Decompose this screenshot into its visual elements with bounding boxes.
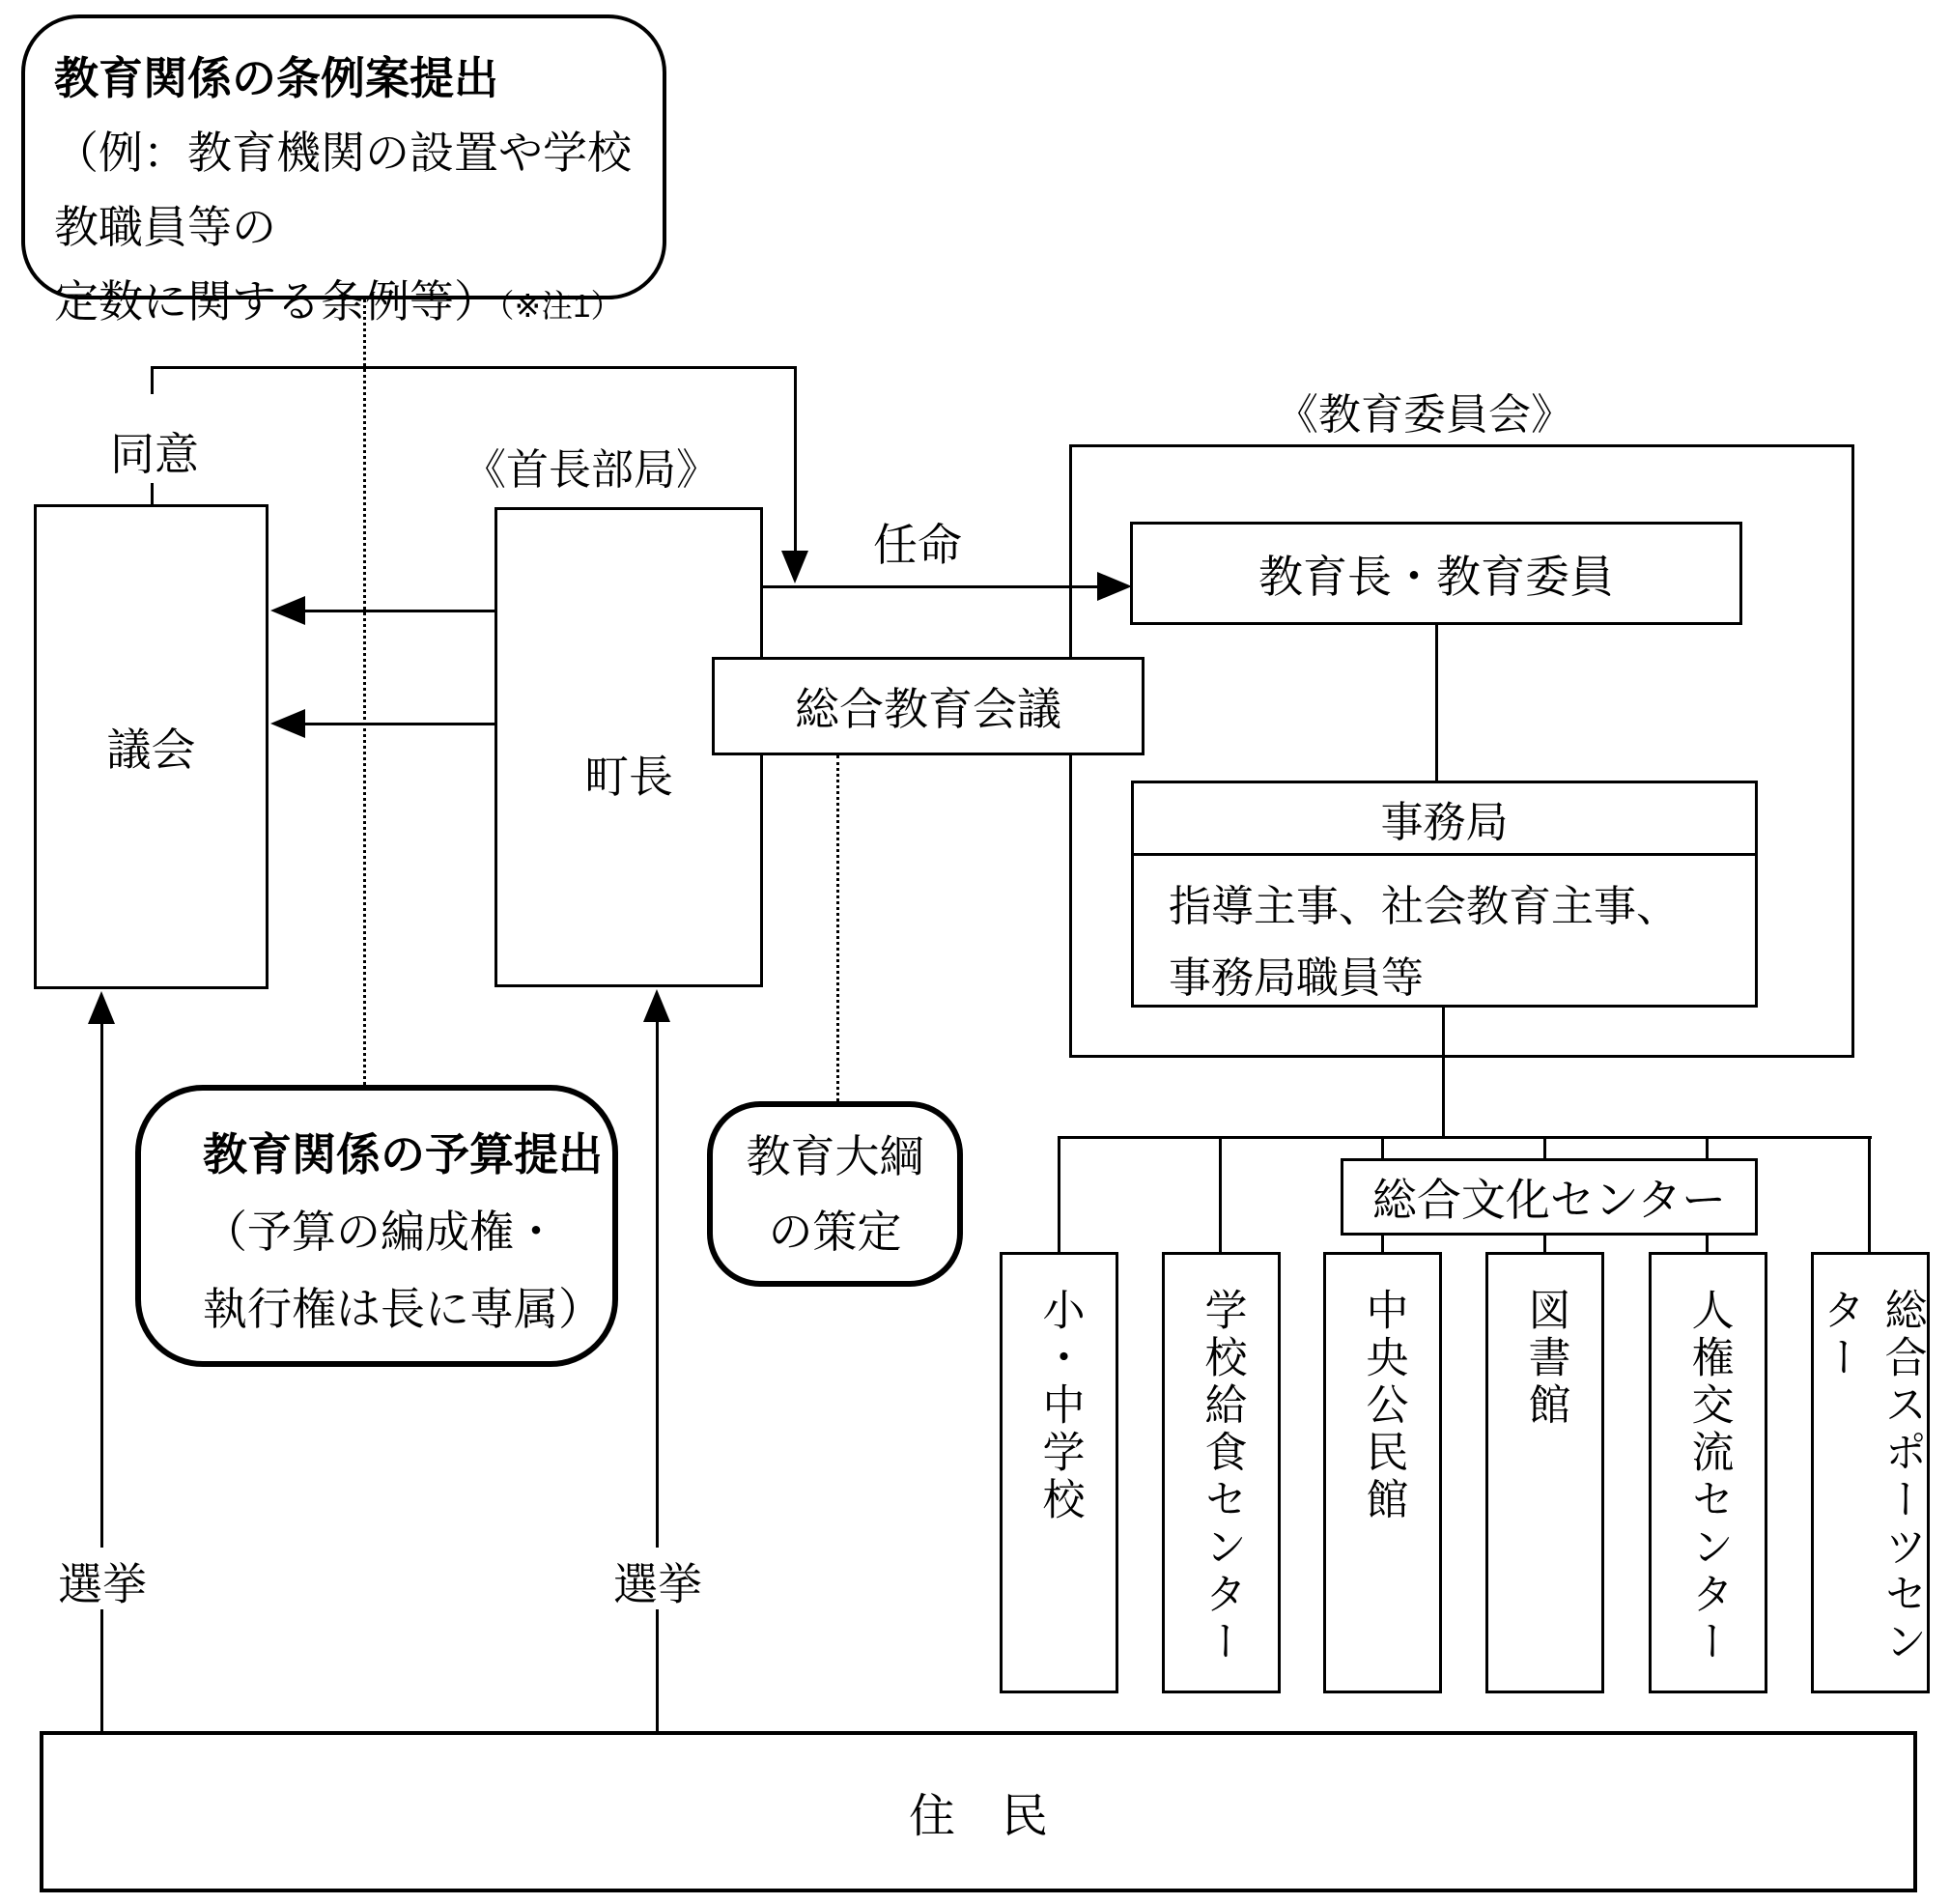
election-left-line-upper <box>100 1020 103 1548</box>
election-right-line-upper <box>656 1018 659 1548</box>
election-right-arrowhead-icon <box>643 989 670 1022</box>
facility-central-community-hall: 中央公民館 <box>1323 1252 1442 1693</box>
education-outline-note <box>707 1101 963 1287</box>
chief-bureau-heading: 《首長部局》 <box>464 446 719 494</box>
secretariat-line2: 事務局職員等 <box>1169 954 1424 1002</box>
outline-note-line1: 教育大綱 <box>746 1131 924 1181</box>
ordinance-note-line2: （例：教育機関の設置や学校教職員等の <box>54 128 632 252</box>
facility-human-rights-center: 人権交流センター <box>1649 1252 1767 1693</box>
facility-school-lunch-center: 学校給食センター <box>1162 1252 1281 1693</box>
consent-branch-tick-lower <box>151 483 154 506</box>
outline-note-line2: の策定 <box>768 1207 902 1257</box>
rail-drop-4-lower <box>1543 1233 1546 1254</box>
election-right-line-lower <box>656 1609 659 1731</box>
mayor-to-assembly-arrowhead-1-icon <box>270 596 305 625</box>
facility-sports-center: 総合スポーツセンター <box>1811 1252 1930 1693</box>
secretariat-members <box>1134 856 1755 1014</box>
ordinance-note-line3: 定数に関する条例等）（※注1） <box>54 276 623 327</box>
rail-drop-6 <box>1868 1136 1871 1254</box>
mayor-to-assembly-line-2 <box>301 723 495 725</box>
appointment-arrowhead-icon <box>1097 572 1132 601</box>
consent-branch-tick-upper <box>151 366 154 394</box>
mayor-to-assembly-line-1 <box>301 610 495 612</box>
secretariat-box <box>1131 781 1758 1008</box>
education-council-box: 総合教育会議 <box>712 657 1145 755</box>
superintendent-box: 教育長・教育委員 <box>1130 522 1742 625</box>
appointment-label: 任命 <box>873 520 962 570</box>
election-left-arrowhead-icon <box>88 991 115 1024</box>
mayor-to-assembly-arrowhead-2-icon <box>270 709 305 738</box>
rail-drop-5-lower <box>1706 1233 1709 1254</box>
budget-note-line3: 執行権は長に専属） <box>203 1284 603 1334</box>
rail-drop-2 <box>1219 1136 1222 1254</box>
budget-note-line2: （予算の編成権・ <box>203 1207 558 1257</box>
consent-branch-line <box>151 366 797 369</box>
budget-note-line1: 教育関係の予算提出 <box>203 1129 603 1179</box>
mayor-box: 町長 <box>495 507 763 987</box>
election-right-label: 選挙 <box>613 1559 702 1609</box>
consent-drop-arrowhead-icon <box>781 551 808 583</box>
residents-box: 住 民 <box>40 1731 1917 1892</box>
ordinance-dotted-connector <box>363 299 366 1085</box>
election-left-label: 選挙 <box>58 1559 147 1609</box>
assembly-box: 議会 <box>34 504 268 989</box>
secretariat-title: 事務局 <box>1134 783 1755 856</box>
council-outline-dotted-connector <box>836 755 839 1101</box>
appointment-arrow-line <box>763 585 1101 588</box>
secretariat-line1: 指導主事、社会教育主事、 <box>1169 883 1679 930</box>
election-left-line-lower <box>100 1609 103 1731</box>
rail-drop-3-lower <box>1381 1233 1384 1254</box>
facilities-rail <box>1059 1136 1872 1139</box>
rail-drop-1 <box>1058 1136 1060 1254</box>
consent-drop-line <box>794 366 797 554</box>
budget-proposal-note <box>135 1085 618 1367</box>
culture-center-box: 総合文化センター <box>1341 1158 1758 1236</box>
board-of-education-heading: 《教育委員会》 <box>1276 391 1573 439</box>
ordinance-note-ref: （※注1） <box>498 288 623 324</box>
ordinance-proposal-note <box>21 14 666 327</box>
ordinance-note-line1: 教育関係の条例案提出 <box>54 53 498 103</box>
consent-label: 同意 <box>110 429 199 479</box>
facility-elementary-junior-high: 小・中学校 <box>1000 1252 1118 1693</box>
facility-library: 図書館 <box>1485 1252 1604 1693</box>
